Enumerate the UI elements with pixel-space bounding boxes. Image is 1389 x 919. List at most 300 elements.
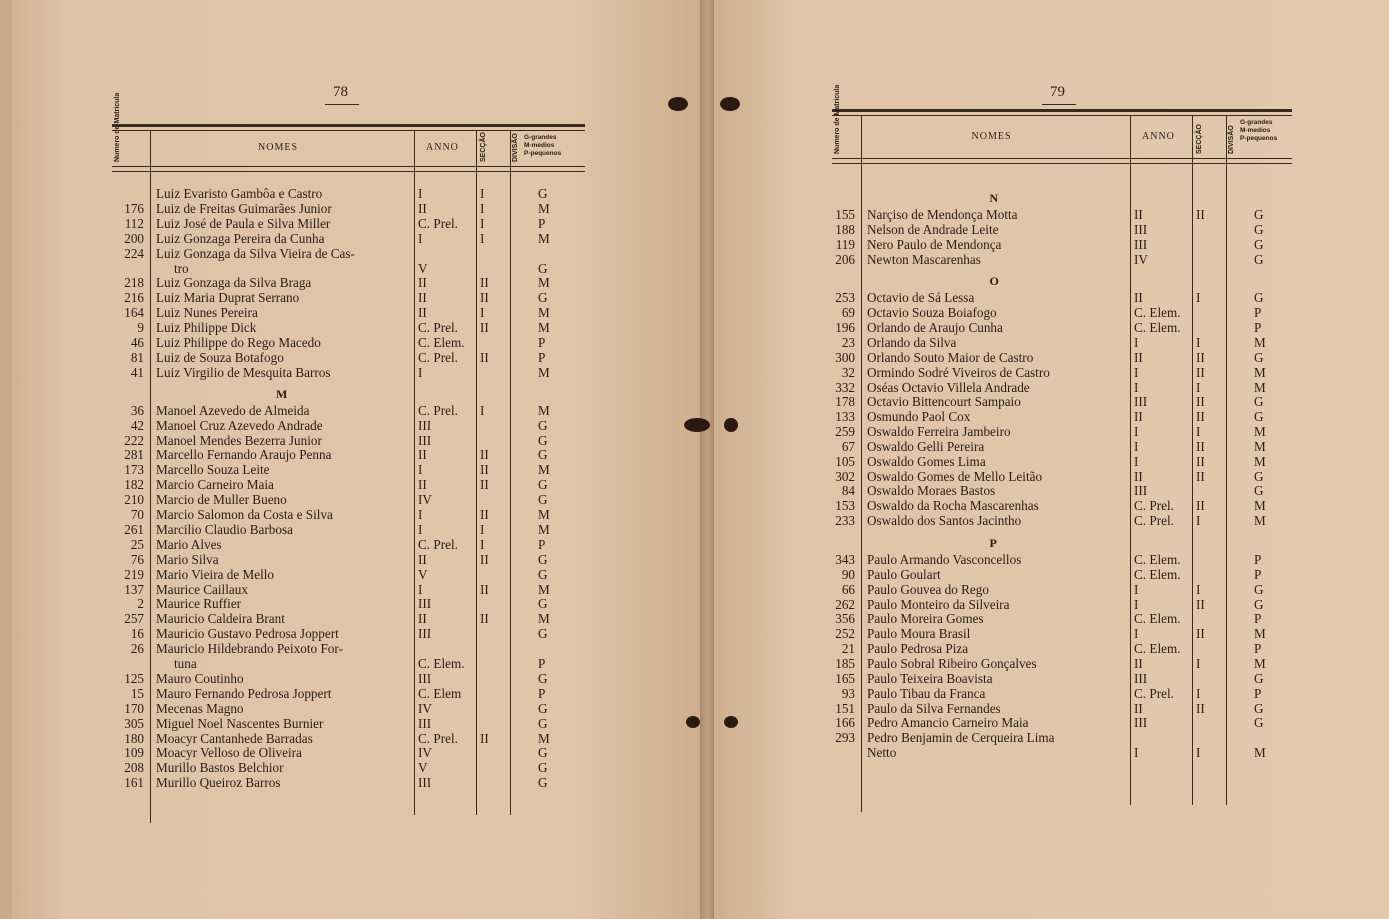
- anno-value: III: [418, 626, 432, 642]
- table-row: [0, 454, 1292, 469]
- divisao-value: M: [1254, 438, 1266, 454]
- matricula-number: 155: [835, 207, 855, 222]
- header-anno: ANNO: [426, 142, 459, 153]
- table-row: [0, 237, 1292, 252]
- seccao-value: II: [480, 507, 489, 522]
- table-row: [0, 252, 1292, 267]
- anno-value: III: [418, 432, 432, 448]
- anno-value: C. Prel.: [418, 349, 458, 365]
- student-name: Moacyr Cantanhede Barradas: [156, 730, 313, 746]
- seccao-value: I: [1196, 424, 1201, 440]
- anno-value: III: [1134, 670, 1148, 686]
- anno-value: I: [1134, 438, 1139, 454]
- header-legend: [1240, 119, 1277, 143]
- student-name: Oswaldo da Rocha Mascarenhas: [867, 498, 1039, 514]
- student-name: Marcello Fernando Araujo Penna: [156, 447, 332, 463]
- legend-entry: M-medios: [524, 142, 555, 149]
- divisao-value: G: [1254, 349, 1264, 365]
- anno-value: II: [1134, 207, 1143, 222]
- matricula-number: 281: [124, 447, 144, 463]
- matricula-number: 188: [835, 221, 855, 237]
- student-name: Luiz de Souza Botafogo: [156, 349, 284, 365]
- student-name: Netto: [867, 745, 897, 761]
- student-name: Paulo Gouvea do Rego: [867, 581, 989, 597]
- matricula-number: 233: [835, 513, 855, 529]
- seccao-value: II: [1196, 498, 1205, 514]
- matricula-number: 293: [835, 730, 855, 746]
- student-name: Marcio Salomon da Costa e Silva: [156, 507, 333, 522]
- section-letter: O: [989, 274, 999, 289]
- student-name: Murillo Queiroz Barros: [156, 775, 281, 791]
- matricula-number: 109: [124, 745, 144, 761]
- table-row: [0, 537, 585, 552]
- matricula-number: 182: [124, 477, 144, 493]
- divisao-value: G: [538, 700, 548, 716]
- divisao-value: G: [538, 670, 548, 686]
- matricula-number: 185: [835, 655, 855, 671]
- seccao-value: II: [1196, 364, 1205, 380]
- anno-value: II: [418, 290, 427, 306]
- divisao-value: G: [538, 626, 548, 642]
- matricula-number: 262: [835, 596, 855, 612]
- student-name: Pedro Amancio Carneiro Maia: [867, 715, 1029, 731]
- student-name: Luiz Philippe do Rego Macedo: [156, 335, 321, 350]
- header-numero-matricula: Numero de Matricula: [114, 92, 121, 162]
- table-row: [0, 207, 1292, 222]
- table-row: [0, 611, 1292, 626]
- student-name: Marcio Carneiro Maia: [156, 477, 274, 493]
- anno-value: III: [418, 417, 432, 433]
- anno-value: III: [418, 775, 432, 791]
- seccao-value: II: [1196, 438, 1205, 454]
- anno-value: II: [418, 551, 427, 567]
- anno-value: C. Elem.: [1134, 641, 1181, 657]
- student-name: Mauricio Hildebrando Peixoto For-: [156, 641, 343, 657]
- divisao-value: G: [538, 745, 548, 761]
- divisao-value: G: [538, 551, 548, 567]
- divisao-value: G: [538, 760, 548, 776]
- seccao-value: I: [1196, 581, 1201, 597]
- student-name: Mario Alves: [156, 536, 222, 552]
- matricula-number: 173: [124, 462, 144, 478]
- matricula-number: 165: [835, 670, 855, 686]
- anno-value: C. Elem.: [1134, 552, 1181, 567]
- matricula-number: 200: [124, 230, 144, 246]
- seccao-value: II: [1196, 409, 1205, 425]
- header-top-rule: [832, 109, 1292, 112]
- seccao-value: I: [1196, 379, 1201, 395]
- student-name: Paulo Moura Brasil: [867, 626, 971, 642]
- header-anno: ANNO: [1142, 130, 1175, 142]
- table-row: [0, 513, 1292, 528]
- table-row: [0, 597, 1292, 612]
- seccao-value: I: [480, 200, 485, 216]
- student-name: Octavio Souza Boiafogo: [867, 305, 997, 321]
- divisao-value: G: [1254, 394, 1264, 410]
- matricula-number: 300: [835, 349, 855, 365]
- anno-value: V: [418, 760, 428, 776]
- matricula-number: 259: [835, 424, 855, 440]
- student-name: Mauricio Gustavo Pedrosa Joppert: [156, 626, 339, 642]
- seccao-value: II: [480, 581, 489, 597]
- anno-value: III: [1134, 715, 1148, 731]
- header-numero-matricula: Numero de Matricula: [834, 84, 841, 154]
- anno-value: I: [418, 186, 423, 201]
- matricula-number: 137: [124, 581, 144, 597]
- seccao-value: I: [1196, 290, 1201, 306]
- seccao-value: I: [1196, 745, 1201, 761]
- table-row: [0, 483, 1292, 498]
- divisao-value: M: [1254, 424, 1266, 440]
- anno-value: I: [418, 521, 423, 537]
- seccao-value: II: [480, 462, 489, 478]
- anno-value: II: [1134, 290, 1143, 306]
- divisao-value: M: [1254, 334, 1266, 350]
- header-top-rule: [112, 124, 585, 127]
- divisao-value: P: [1254, 552, 1262, 567]
- table-row: [0, 656, 1292, 671]
- student-name: Orlando de Araujo Cunha: [867, 320, 1003, 336]
- seccao-value: II: [480, 275, 489, 291]
- anno-value: II: [418, 305, 427, 321]
- divisao-value: G: [538, 290, 548, 306]
- matricula-number: 216: [124, 290, 144, 306]
- divisao-value: G: [538, 260, 548, 276]
- matricula-number: 9: [137, 320, 144, 336]
- divisao-value: M: [1254, 513, 1266, 529]
- seccao-value: I: [1196, 513, 1201, 529]
- student-name: Octavio Bittencourt Sampaio: [867, 394, 1021, 410]
- student-name: Oséas Octavio Villela Andrade: [867, 379, 1030, 395]
- student-name: Maurice Ruffier: [156, 596, 242, 612]
- divisao-value: P: [1254, 305, 1262, 321]
- anno-value: III: [1134, 394, 1148, 410]
- divisao-value: M: [538, 462, 550, 478]
- divisao-value: M: [1254, 655, 1266, 671]
- divisao-value: M: [538, 200, 550, 216]
- student-name: Oswaldo Gomes de Mello Leitão: [867, 468, 1043, 484]
- student-name: Marcilio Claudio Barbosa: [156, 521, 293, 537]
- divisao-value: P: [1254, 611, 1262, 627]
- seccao-value: II: [1196, 626, 1205, 642]
- student-name: Luiz Nunes Pereira: [156, 305, 258, 321]
- matricula-number: 210: [124, 492, 144, 508]
- student-name: Oswaldo Ferreira Jambeiro: [867, 424, 1011, 440]
- anno-value: C. Prel.: [418, 536, 458, 552]
- anno-value: C. Elem.: [1134, 305, 1181, 321]
- seccao-value: I: [480, 521, 485, 537]
- matricula-number: 84: [841, 483, 855, 499]
- divisao-value: M: [1254, 453, 1266, 469]
- anno-value: I: [1134, 453, 1139, 469]
- student-name: Narçiso de Mendonça Motta: [867, 207, 1018, 222]
- anno-value: III: [418, 670, 432, 686]
- matricula-number: 67: [841, 438, 855, 454]
- seccao-value: II: [480, 290, 489, 306]
- matricula-number: 42: [130, 417, 144, 433]
- seccao-value: II: [1196, 394, 1205, 410]
- matricula-number: 178: [835, 394, 855, 410]
- table-row: [0, 439, 1292, 454]
- anno-value: I: [418, 581, 423, 597]
- table-row: [0, 745, 1292, 760]
- matricula-number: 15: [130, 685, 144, 701]
- seccao-value: II: [1196, 349, 1205, 365]
- matricula-number: 161: [124, 775, 144, 791]
- header-bottom-rule: [832, 158, 1292, 159]
- student-name: Marcio de Muller Bueno: [156, 492, 287, 508]
- table-row: [0, 641, 1292, 656]
- table-row: [0, 222, 1292, 237]
- matricula-number: 23: [841, 334, 855, 350]
- matricula-number: 25: [130, 536, 144, 552]
- student-name: Orlando Souto Maior de Castro: [867, 349, 1034, 365]
- matricula-number: 219: [124, 566, 144, 582]
- seccao-value: II: [480, 730, 489, 746]
- student-name: Pedro Benjamin de Cerqueira Lima: [867, 730, 1055, 746]
- divisao-value: P: [538, 536, 546, 552]
- anno-value: II: [1134, 700, 1143, 716]
- matricula-number: 166: [835, 715, 855, 731]
- divisao-value: G: [1254, 483, 1264, 499]
- student-name: Mauricio Caldeira Brant: [156, 611, 285, 627]
- seccao-value: II: [480, 611, 489, 627]
- legend-entry: P-pequenos: [1240, 135, 1278, 142]
- anno-value: C. Prel.: [418, 320, 458, 336]
- anno-value: C. Elem.: [1134, 566, 1181, 582]
- divisao-value: G: [1254, 581, 1264, 597]
- matricula-number: 224: [124, 245, 144, 261]
- divisao-value: G: [1254, 715, 1264, 731]
- anno-value: IV: [418, 492, 432, 508]
- anno-value: C. Prel.: [1134, 513, 1174, 529]
- student-name: Mario Vieira de Mello: [156, 566, 274, 582]
- section-letter: M: [276, 387, 288, 402]
- anno-value: I: [418, 364, 423, 380]
- matricula-number: 302: [835, 468, 855, 484]
- seccao-value: II: [480, 447, 489, 463]
- matricula-number: 125: [124, 670, 144, 686]
- table-row: [0, 305, 1292, 320]
- divisao-value: M: [1254, 498, 1266, 514]
- matricula-number: 180: [124, 730, 144, 746]
- page-number: 78: [333, 84, 348, 100]
- table-row: [0, 775, 585, 790]
- student-name: Paulo Goulart: [867, 566, 941, 582]
- anno-value: C. Elem.: [1134, 611, 1181, 627]
- divisao-value: M: [538, 305, 550, 321]
- student-name: Maurice Caillaux: [156, 581, 248, 597]
- header-seccao: SECÇÃO: [480, 132, 487, 162]
- seccao-value: II: [480, 349, 489, 365]
- anno-value: I: [1134, 596, 1139, 612]
- seccao-value: I: [480, 186, 485, 201]
- table-row: [0, 424, 1292, 439]
- divisao-value: G: [538, 447, 548, 463]
- matricula-number: 206: [835, 251, 855, 267]
- anno-value: C. Elem: [418, 685, 462, 701]
- divisao-value: P: [538, 685, 546, 701]
- student-name: Luiz Gonzaga da Silva Braga: [156, 275, 312, 291]
- divisao-value: G: [1254, 468, 1264, 484]
- binding-hole: [668, 97, 688, 111]
- student-name: Paulo Sobral Ribeiro Gonçalves: [867, 655, 1037, 671]
- anno-value: C. Prel.: [418, 402, 458, 418]
- seccao-value: I: [1196, 655, 1201, 671]
- legend-entry: G-grandes: [1240, 119, 1273, 126]
- student-name: Oswaldo Gelli Pereira: [867, 438, 985, 454]
- student-name: Nelson de Andrade Leite: [867, 221, 999, 237]
- seccao-value: II: [1196, 596, 1205, 612]
- student-name: Octavio de Sá Lessa: [867, 290, 975, 306]
- student-name: Moacyr Velloso de Oliveira: [156, 745, 302, 761]
- divisao-value: G: [538, 775, 548, 791]
- student-name: Paulo Pedrosa Piza: [867, 641, 969, 657]
- table-row: [0, 730, 1292, 745]
- anno-value: I: [1134, 364, 1139, 380]
- anno-value: C. Elem.: [418, 335, 465, 350]
- matricula-number: 305: [124, 715, 144, 731]
- student-name: Manoel Mendes Bezerra Junior: [156, 432, 322, 448]
- anno-value: II: [418, 477, 427, 493]
- header-bottom-rule-inner: [832, 163, 1292, 164]
- table-row: [0, 394, 1292, 409]
- matricula-number: 119: [835, 236, 855, 252]
- header-seccao: SECÇÃO: [1196, 124, 1203, 154]
- anno-value: I: [1134, 424, 1139, 440]
- table-row: [0, 498, 1292, 513]
- divisao-value: M: [538, 320, 550, 336]
- anno-value: IV: [1134, 251, 1148, 267]
- anno-value: II: [1134, 349, 1143, 365]
- anno-value: II: [1134, 655, 1143, 671]
- matricula-number: 21: [841, 641, 855, 657]
- student-name: Miguel Noel Nascentes Burnier: [156, 715, 324, 731]
- divisao-value: G: [538, 566, 548, 582]
- divisao-value: M: [538, 611, 550, 627]
- matricula-number: 208: [124, 760, 144, 776]
- seccao-value: II: [480, 477, 489, 493]
- header-divisao: DIVISÃO: [512, 133, 519, 162]
- seccao-value: II: [1196, 453, 1205, 469]
- student-name: Paulo Armando Vasconcellos: [867, 552, 1022, 567]
- student-name: Luiz Gonzaga Pereira da Cunha: [156, 230, 325, 246]
- anno-value: C. Prel.: [1134, 685, 1174, 701]
- header-top-rule-inner: [112, 130, 585, 131]
- matricula-number: 343: [835, 552, 855, 567]
- anno-value: IV: [418, 745, 432, 761]
- matricula-number: 93: [841, 685, 855, 701]
- student-name: Luiz de Freitas Guimarães Junior: [156, 200, 332, 216]
- divisao-value: M: [1254, 745, 1266, 761]
- anno-value: III: [418, 596, 432, 612]
- anno-value: III: [1134, 221, 1148, 237]
- student-name: Mecenas Magno: [156, 700, 244, 716]
- divisao-value: G: [1254, 251, 1264, 267]
- divisao-value: P: [1254, 685, 1262, 701]
- matricula-number: 218: [124, 275, 144, 291]
- student-name: Murillo Bastos Belchior: [156, 760, 284, 776]
- seccao-value: I: [480, 215, 485, 231]
- matricula-number: 332: [835, 379, 855, 395]
- matricula-number: 41: [130, 364, 144, 380]
- seccao-value: II: [1196, 700, 1205, 716]
- table-row: [0, 350, 1292, 365]
- legend-entry: G-grandes: [524, 134, 557, 141]
- matricula-number: 261: [124, 521, 144, 537]
- anno-value: C. Prel.: [418, 215, 458, 231]
- anno-value: V: [418, 566, 428, 582]
- divisao-value: P: [1254, 320, 1262, 336]
- student-name: Oswaldo dos Santos Jacintho: [867, 513, 1022, 529]
- matricula-number: 81: [130, 349, 144, 365]
- matricula-number: 153: [835, 498, 855, 514]
- divisao-value: G: [1254, 290, 1264, 306]
- table-row: [0, 275, 585, 290]
- anno-value: I: [1134, 745, 1139, 761]
- divisao-value: G: [538, 186, 548, 201]
- anno-value: I: [1134, 334, 1139, 350]
- student-name: Luiz Virgilio de Mesquita Barros: [156, 364, 331, 380]
- anno-value: I: [1134, 379, 1139, 395]
- legend-entry: M-medios: [1240, 127, 1271, 134]
- student-name: Oswaldo Moraes Bastos: [867, 483, 996, 499]
- seccao-value: I: [480, 536, 485, 552]
- header-legend: [524, 134, 561, 158]
- anno-value: C. Elem.: [418, 656, 465, 671]
- header-bottom-rule: [112, 166, 585, 167]
- student-name: Paulo Monteiro da Silveira: [867, 596, 1010, 612]
- divisao-value: G: [1254, 221, 1264, 237]
- matricula-number: 170: [124, 700, 144, 716]
- matricula-number: 164: [124, 305, 144, 321]
- matricula-number: 252: [835, 626, 855, 642]
- divisao-value: G: [1254, 700, 1264, 716]
- table-row: [0, 409, 1292, 424]
- student-name: Mario Silva: [156, 551, 219, 567]
- anno-value: C. Elem.: [1134, 320, 1181, 336]
- seccao-value: II: [1196, 207, 1205, 222]
- anno-value: I: [418, 462, 423, 478]
- matricula-number: 16: [130, 626, 144, 642]
- section-letter: P: [989, 536, 997, 550]
- student-name: Ormindo Sodré Viveiros de Castro: [867, 364, 1050, 380]
- page-number-rule: [1042, 104, 1076, 105]
- student-name: Newton Mascarenhas: [867, 251, 981, 267]
- anno-value: II: [1134, 468, 1143, 484]
- anno-value: II: [1134, 409, 1143, 425]
- student-name: Marcello Souza Leite: [156, 462, 270, 478]
- table-row: [0, 186, 585, 201]
- page-number: 79: [1050, 84, 1065, 100]
- divisao-value: M: [538, 730, 550, 746]
- header-nomes: NOMES: [258, 142, 299, 153]
- seccao-value: I: [480, 230, 485, 246]
- student-name: Paulo Teixeira Boavista: [867, 670, 993, 686]
- page-number-rule: [325, 104, 359, 105]
- student-name: Luiz Gonzaga da Silva Vieira de Cas-: [156, 245, 355, 261]
- matricula-number: 70: [130, 507, 144, 522]
- seccao-value: II: [480, 320, 489, 336]
- anno-value: C. Prel.: [1134, 498, 1174, 514]
- student-name: Manoel Cruz Azevedo Andrade: [156, 417, 323, 433]
- anno-value: III: [418, 715, 432, 731]
- table-row: [0, 582, 1292, 597]
- header-bottom-rule-inner: [112, 171, 585, 172]
- matricula-number: 133: [835, 409, 855, 425]
- student-name: Mauro Coutinho: [156, 670, 244, 686]
- divisao-value: G: [1254, 670, 1264, 686]
